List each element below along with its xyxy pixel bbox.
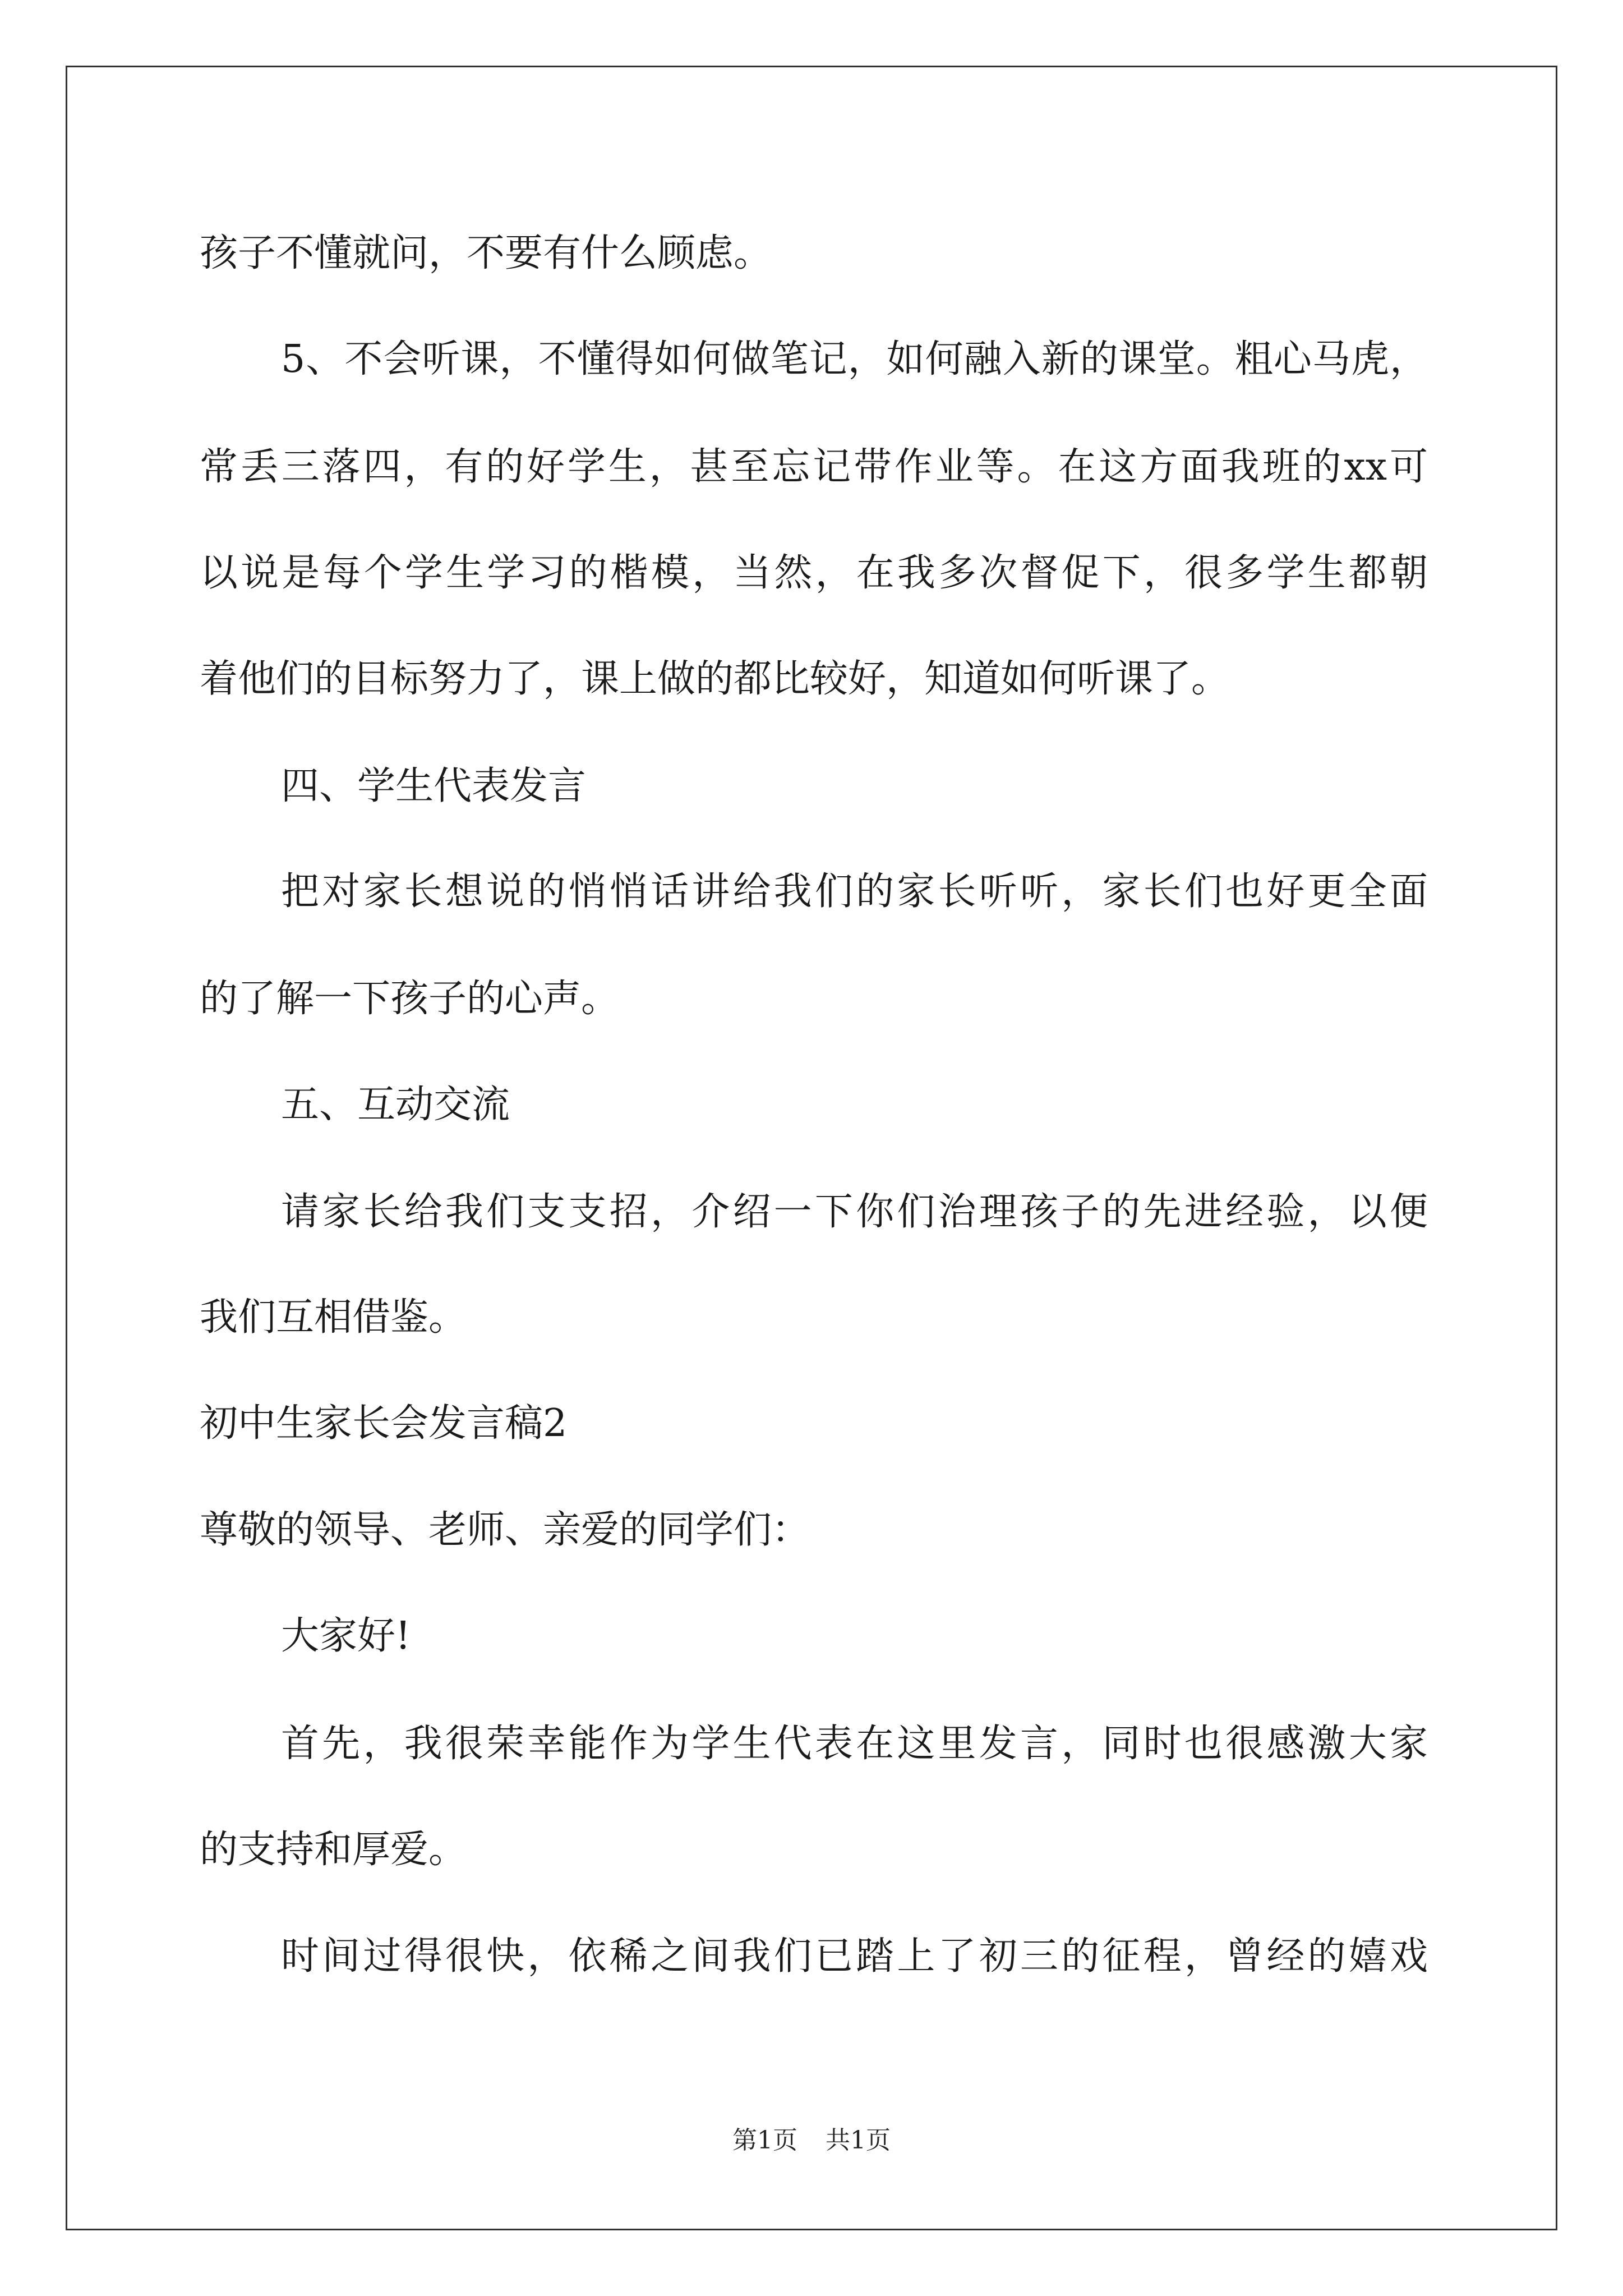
body-line-8: 的了解一下孩子的心声。 (200, 977, 620, 1021)
page-footer (0, 2124, 1623, 2157)
body-line-1: 孩子不懂就问，不要有什么顾虑。 (200, 231, 772, 275)
body-line-16: 的支持和厚爱。 (200, 1828, 467, 1872)
body-line-10: 请家长给我们支支招，介绍一下你们治理孩子的先进经验，以便 (281, 1190, 1428, 1234)
salutation-line: 尊敬的领导、老师、亲爱的同学们： (200, 1508, 810, 1552)
body-line-11: 我们互相借鉴。 (200, 1295, 467, 1340)
body-line-3: 常丢三落四，有的好学生，甚至忘记带作业等。在这方面我班的xx可 (200, 445, 1428, 489)
document-title-2: 初中生家长会发言稿2 (200, 1401, 568, 1446)
body-line-7: 把对家长想说的悄悄话讲给我们的家长听听，家长们也好更全面 (281, 869, 1428, 914)
page-border (66, 66, 1557, 2230)
section-heading-5: 五、互动交流 (281, 1083, 510, 1127)
section-heading-4: 四、学生代表发言 (281, 764, 587, 808)
body-line-5: 着他们的目标努力了，课上做的都比较好，知道如何听课了。 (200, 657, 1230, 701)
body-line-2: 5、不会听课，不懂得如何做笔记，如何融入新的课堂。粗心马虎， (281, 337, 1428, 381)
page-number-current: 第1页 (732, 2126, 797, 2155)
greeting-line: 大家好! (281, 1614, 411, 1658)
page-number-total: 共1页 (826, 2126, 891, 2155)
body-line-15: 首先，我很荣幸能作为学生代表在这里发言，同时也很感激大家 (281, 1722, 1428, 1766)
body-line-4: 以说是每个学生学习的楷模，当然，在我多次督促下，很多学生都朝 (200, 551, 1428, 595)
body-line-17: 时间过得很快，依稀之间我们已踏上了初三的征程，曾经的嬉戏 (281, 1934, 1428, 1978)
